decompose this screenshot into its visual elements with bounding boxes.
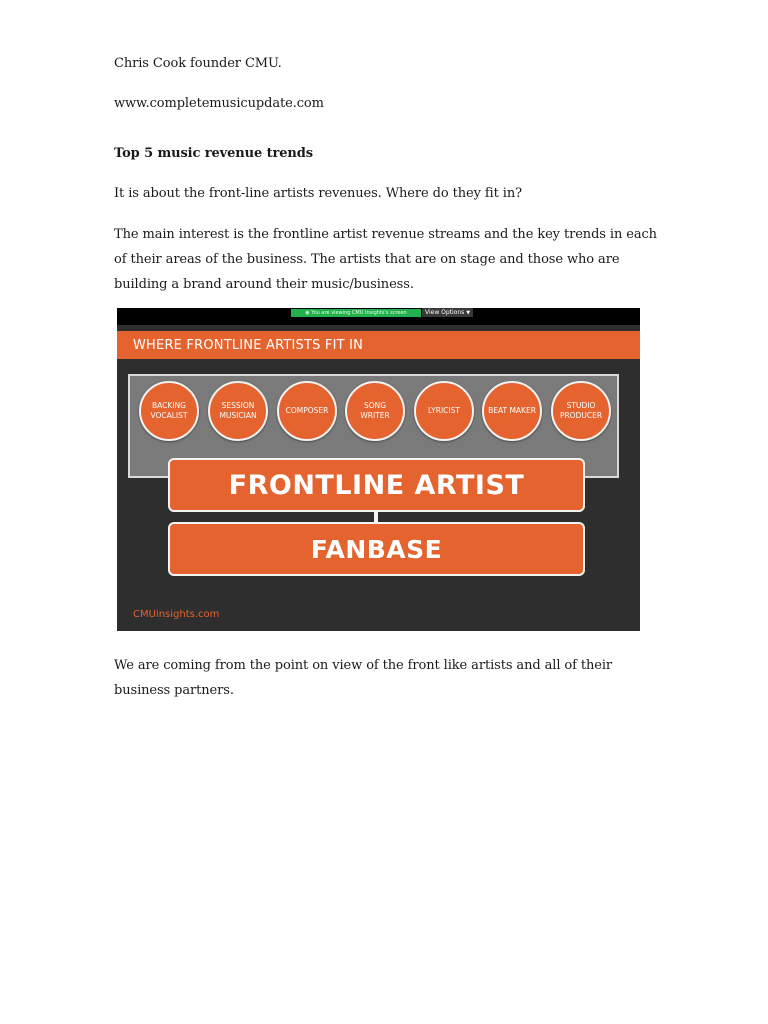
- fanbase-label: FANBASE: [310, 534, 443, 564]
- slide-image: [117, 308, 640, 631]
- role-label: SONG WRITER: [360, 401, 390, 420]
- slide-title: WHERE FRONTLINE ARTISTS FIT IN: [133, 338, 364, 353]
- fanbase-bar: [168, 522, 585, 576]
- role-label: STUDIO PRODUCER: [559, 401, 603, 420]
- viewing-banner-text: You are viewing CMU Insights's screen: [311, 310, 407, 316]
- eye-icon: ◉: [305, 310, 310, 316]
- role-label: COMPOSER: [285, 406, 329, 415]
- frontline-artist-label: FRONTLINE ARTIST: [228, 469, 525, 501]
- role-circle-studio-producer: [551, 381, 611, 441]
- section-heading: Top 5 music revenue trends: [114, 146, 313, 161]
- slide-title-band: [117, 331, 640, 359]
- role-label: BACKING VOCALIST: [150, 401, 188, 420]
- paragraph-line: business partners.: [114, 683, 234, 698]
- chevron-down-icon: ▼: [466, 310, 471, 316]
- role-circle-beat-maker: [482, 381, 542, 441]
- view-options-button[interactable]: [422, 308, 473, 317]
- role-label: SESSION MUSICIAN: [219, 401, 257, 420]
- paragraph-line: of their areas of the business. The artists that are on stage and those who are: [114, 252, 620, 267]
- paragraph-line: The main interest is the frontline artist revenue streams and the key trends in each: [114, 227, 657, 242]
- role-label: BEAT MAKER: [488, 406, 536, 415]
- view-options-label: View Options: [425, 309, 465, 316]
- frontline-artist-bar: [168, 458, 585, 512]
- viewing-banner: [291, 309, 421, 317]
- screen-share-bar: [117, 308, 640, 325]
- paragraph-line: We are coming from the point on view of the front like artists and all of their: [114, 658, 613, 673]
- slide-footer-url: CMUinsights.com: [133, 609, 220, 620]
- role-circle-lyricist: [414, 381, 474, 441]
- role-circle-composer: [277, 381, 337, 441]
- role-label: LYRICIST: [428, 406, 460, 415]
- author-line: Chris Cook founder CMU.: [114, 56, 282, 71]
- role-circle-song-writer: [345, 381, 405, 441]
- paragraph-line: building a brand around their music/business.: [114, 277, 414, 292]
- role-circle-session-musician: [208, 381, 268, 441]
- role-circle-backing-vocalist: [139, 381, 199, 441]
- paragraph-intro: It is about the front-line artists revenues. Where do they fit in?: [114, 186, 522, 201]
- website-link[interactable]: www.completemusicupdate.com: [114, 96, 324, 111]
